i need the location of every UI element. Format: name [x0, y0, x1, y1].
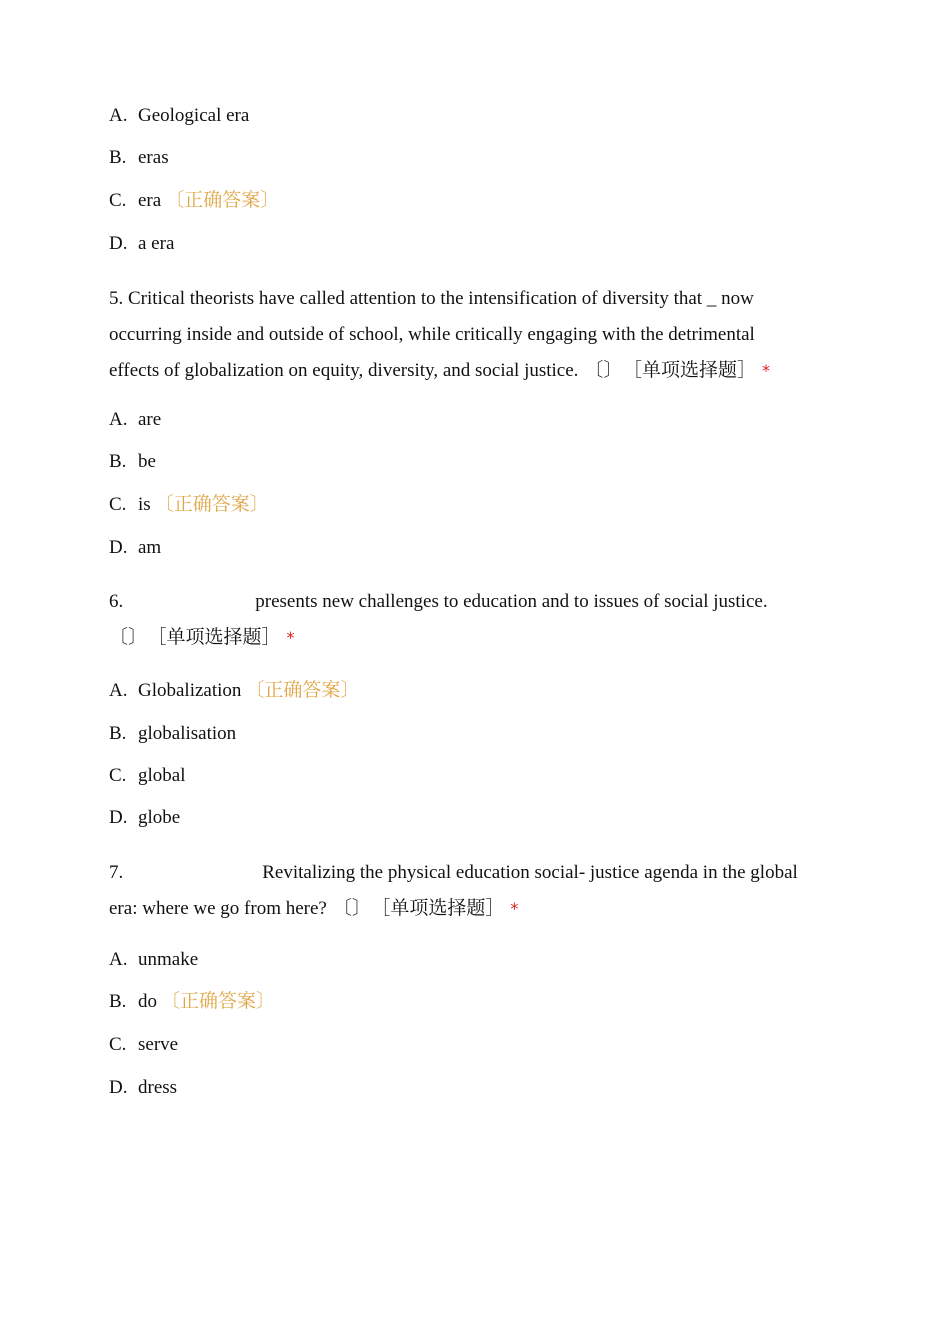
option-text: global — [138, 765, 186, 786]
question-text-line: 5. Critical theorists have called attention to the intensification of diversity that _ now — [109, 288, 754, 309]
option-text: are — [138, 409, 162, 430]
option-text: do — [138, 991, 157, 1012]
option-text: a era — [138, 233, 175, 254]
option-text: eras — [138, 147, 169, 168]
question-number: 6. — [109, 591, 124, 612]
option-text: is — [138, 494, 151, 515]
option-text: globalisation — [138, 723, 237, 744]
option-letter: C. — [109, 190, 127, 211]
q6-option-c — [109, 765, 186, 787]
option-letter: A. — [109, 680, 128, 701]
q6-option-a — [109, 680, 359, 702]
option-letter: A. — [109, 105, 128, 126]
option-letter: B. — [109, 723, 127, 744]
option-letter: D. — [109, 537, 128, 558]
option-text: dress — [138, 1077, 178, 1098]
required-asterisk: * — [510, 899, 519, 918]
question-5 — [109, 281, 849, 389]
required-asterisk: * — [761, 361, 770, 380]
option-letter: B. — [109, 991, 127, 1012]
answer-blank: 〔〕 — [109, 627, 148, 648]
option-text: Geological era — [138, 105, 250, 126]
question-type-tag: ［单项选择题］ — [380, 898, 505, 919]
option-letter: C. — [109, 1034, 127, 1055]
q7-option-d — [109, 1077, 177, 1099]
option-text: serve — [138, 1034, 179, 1055]
question-text: Revitalizing the physical education social- justice agenda in the global — [262, 862, 798, 883]
option-letter: B. — [109, 147, 127, 168]
option-text: am — [138, 537, 162, 558]
question-text-line — [109, 353, 849, 389]
option-letter: D. — [109, 1077, 128, 1098]
option-text: globe — [138, 807, 181, 828]
answer-blank: 〔〕 — [332, 898, 371, 919]
q5-option-a — [109, 409, 161, 431]
option-text: Globalization — [138, 680, 242, 701]
question-type-tag: ［单项选择题］ — [632, 360, 756, 381]
question-text: effects of globalization on equity, diversity, and social justice. — [109, 360, 579, 381]
option-text: be — [138, 451, 156, 472]
q5-option-c — [109, 494, 269, 516]
q6-option-b — [109, 723, 236, 745]
q5-option-d — [109, 537, 161, 559]
q7-option-c — [109, 1034, 178, 1056]
correct-answer-mark: 〔正确答案〕 — [245, 680, 360, 701]
option-letter: C. — [109, 494, 127, 515]
option-letter: D. — [109, 233, 128, 254]
question-type-tag: ［单项选择题］ — [157, 627, 281, 648]
q4-option-b — [109, 147, 169, 169]
correct-answer-mark: 〔正确答案〕 — [165, 190, 280, 211]
option-letter: B. — [109, 451, 127, 472]
question-text-line: occurring inside and outside of school, while critically engaging with the detrimental — [109, 324, 755, 345]
correct-answer-mark: 〔正确答案〕 — [154, 494, 269, 515]
answer-blank: 〔〕 — [584, 360, 623, 381]
q4-option-c — [109, 190, 279, 212]
correct-answer-mark: 〔正确答案〕 — [161, 991, 276, 1012]
q4-option-d — [109, 233, 174, 255]
question-number: 7. — [109, 862, 124, 883]
question-text: era: where we go from here? — [109, 898, 327, 919]
option-letter: C. — [109, 765, 127, 786]
option-letter: A. — [109, 949, 128, 970]
question-7 — [109, 855, 849, 927]
q7-option-a — [109, 949, 198, 971]
question-6 — [109, 584, 849, 656]
q5-option-b — [109, 451, 156, 473]
option-letter: A. — [109, 409, 128, 430]
option-letter: D. — [109, 807, 128, 828]
required-asterisk: * — [286, 628, 295, 647]
option-text: era — [138, 190, 162, 211]
question-text: presents new challenges to education and to issues of social justice. — [255, 591, 768, 612]
q7-option-b — [109, 991, 275, 1013]
q4-option-a — [109, 105, 249, 127]
q6-option-d — [109, 807, 180, 829]
option-text: unmake — [138, 949, 199, 970]
